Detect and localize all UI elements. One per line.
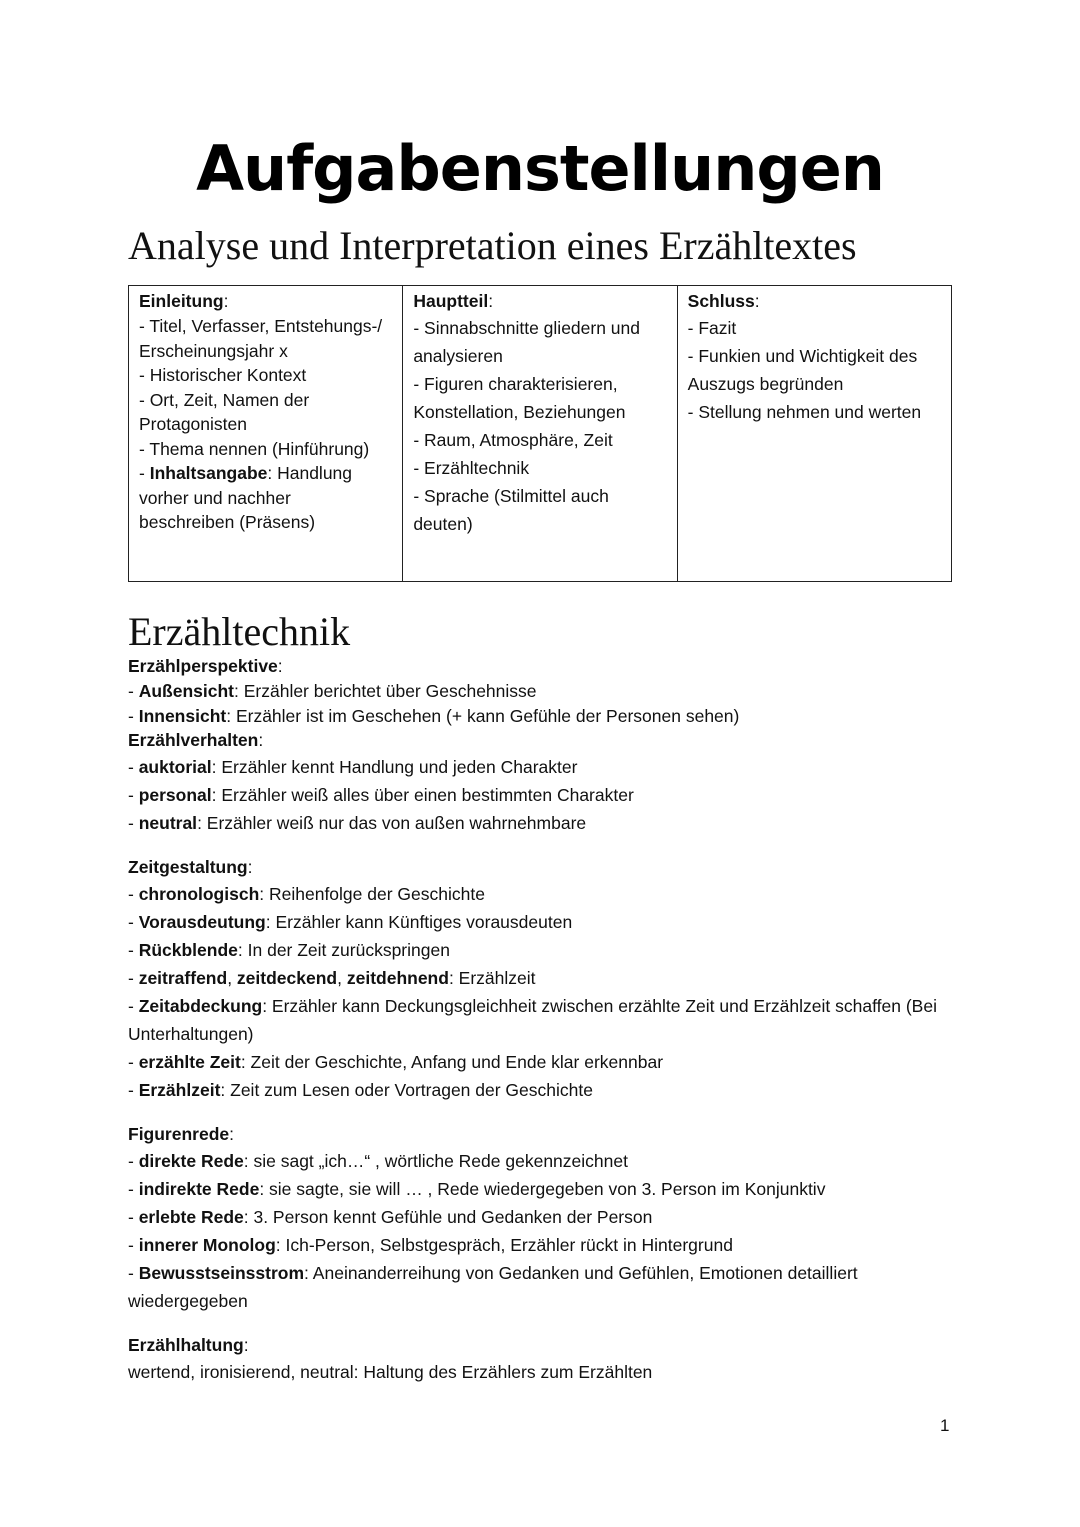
hauptteil-line: - Erzähltechnik [413, 458, 530, 478]
schluss-line: Auszugs begründen [687, 374, 844, 394]
list-item: - indirekte Rede: sie sagte, sie will … , Rede wiedergegeben von 3. Person im Konjunktiv [128, 1179, 826, 1199]
einleitung-line: vorher und nachher [139, 487, 291, 508]
perspektive-group [128, 654, 958, 728]
einleitung-line: - Historischer Kontext [139, 365, 307, 385]
list-item: - Bewusstseinsstrom: Aneinanderreihung von Gedanken und Gefühlen, Emotionen detailliert [128, 1263, 858, 1283]
hauptteil-cell [403, 286, 677, 582]
verhalten-heading: Erzählverhalten: [128, 730, 264, 750]
schluss-line: - Fazit [687, 318, 737, 338]
list-item: - Außensicht: Erzähler berichtet über Geschehnisse [128, 681, 537, 701]
list-item: - innerer Monolog: Ich-Person, Selbstgespräch, Erzähler rückt in Hintergrund [128, 1235, 733, 1255]
hauptteil-line: deuten) [413, 514, 473, 534]
list-item-continuation: Unterhaltungen) [128, 1024, 254, 1044]
haltung-text: wertend, ironisierend, neutral: Haltung des Erzählers zum Erzählten [128, 1362, 653, 1382]
structure-table [128, 285, 952, 582]
einleitung-line: - Ort, Zeit, Namen der [139, 389, 310, 410]
zeit-heading: Zeitgestaltung: [128, 857, 253, 877]
list-item: - direkte Rede: sie sagt „ich…“ , wörtliche Rede gekennzeichnet [128, 1151, 628, 1171]
einleitung-line: beschreiben (Präsens) [139, 512, 316, 532]
list-item: - zeitraffend, zeitdeckend, zeitdehnend: Erzählzeit [128, 968, 536, 988]
schluss-heading: Schluss: [687, 291, 760, 311]
schluss-cell [677, 286, 951, 582]
hauptteil-heading: Hauptteil: [413, 291, 494, 311]
perspektive-heading: Erzählperspektive: [128, 656, 283, 676]
schluss-line: - Stellung nehmen und werten [687, 402, 922, 422]
haltung-heading: Erzählhaltung: [128, 1335, 249, 1355]
list-item: - Zeitabdeckung: Erzähler kann Deckungsgleichheit zwischen erzählte Zeit und Erzählzeit schaffen (Bei [128, 996, 937, 1016]
hauptteil-line: analysieren [413, 346, 503, 366]
hauptteil-line: - Sprache (Stilmittel auch [413, 486, 609, 506]
list-item: - auktorial: Erzähler kennt Handlung und jeden Charakter [128, 757, 578, 777]
hauptteil-line: Konstellation, Beziehungen [413, 402, 626, 422]
list-item: - erlebte Rede: 3. Person kennt Gefühle und Gedanken der Person [128, 1207, 653, 1227]
rede-heading: Figurenrede: [128, 1124, 235, 1144]
schluss-line: - Funkien und Wichtigkeit des [687, 346, 918, 366]
list-item: - Innensicht: Erzähler ist im Geschehen (+ kann Gefühle der Personen sehen) [128, 705, 740, 726]
hauptteil-line: - Raum, Atmosphäre, Zeit [413, 430, 613, 450]
page-number: 1 [940, 1416, 950, 1435]
list-item-continuation: wiedergegeben [128, 1291, 248, 1311]
list-item: - neutral: Erzähler weiß nur das von außen wahrnehmbare [128, 813, 587, 833]
hauptteil-line: - Sinnabschnitte gliedern und [413, 318, 641, 338]
list-item: - Rückblende: In der Zeit zurückspringen [128, 940, 450, 960]
einleitung-inhaltsangabe: - Inhaltsangabe: Handlung [139, 463, 353, 483]
einleitung-line: Erscheinungsjahr x [139, 340, 288, 361]
einleitung-cell [129, 286, 403, 582]
list-item: - erzählte Zeit: Zeit der Geschichte, Anfang und Ende klar erkennbar [128, 1052, 664, 1072]
rede-group [128, 1122, 958, 1315]
einleitung-line: - Titel, Verfasser, Entstehungs-/ [139, 316, 383, 336]
page-title: Aufgabenstellungen [196, 132, 884, 205]
einleitung-line: Protagonisten [139, 414, 247, 434]
zeit-group [128, 855, 958, 1104]
haltung-group [128, 1333, 958, 1386]
einleitung-heading: Einleitung: [139, 291, 229, 311]
list-item: - Vorausdeutung: Erzähler kann Künftiges vorausdeuten [128, 912, 573, 932]
page-subtitle: Analyse und Interpretation eines Erzähltextes [128, 223, 857, 268]
einleitung-line: - Thema nennen (Hinführung) [139, 438, 370, 459]
list-item: - chronologisch: Reihenfolge der Geschichte [128, 884, 485, 904]
verhalten-group [128, 728, 958, 837]
hauptteil-line: - Figuren charakterisieren, [413, 374, 618, 394]
list-item: - Erzählzeit: Zeit zum Lesen oder Vortragen der Geschichte [128, 1080, 593, 1100]
section-title-erzaehltechnik: Erzähltechnik [128, 609, 351, 654]
list-item: - personal: Erzähler weiß alles über einen bestimmten Charakter [128, 785, 634, 805]
erzaehltechnik-content [128, 654, 958, 1404]
